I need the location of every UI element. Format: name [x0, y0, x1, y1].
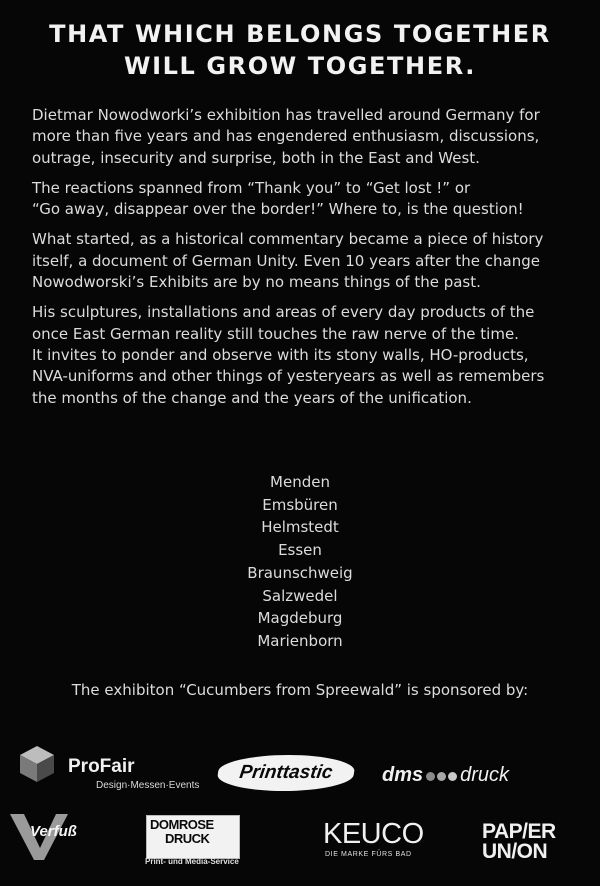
city-list — [0, 471, 600, 653]
dms-druck-logo — [382, 764, 509, 787]
heading-line-1: THAT WHICH BELONGS TOGETHER — [49, 20, 551, 48]
paragraph-4: His sculptures, installations and areas of every day products of the once East German reality still touches the raw nerve of the time. It invites to ponder and observe with its stony walls, HO-products, NVA-uniforms and other things of yesteryears as well as remembers the months of the change and the years of the unification. — [32, 303, 545, 407]
paragraph-3: What started, as a historical commentary became a piece of history itself, a document of German Unity. Even 10 years after the change Nowodworski’s Exhibits are by no means things of the past. — [32, 230, 544, 292]
dots-icon — [425, 764, 458, 787]
domrose-druck-logo — [146, 815, 240, 859]
verfuss-logo: Verfuß — [30, 823, 77, 840]
keuco-logo: KEUCO — [323, 818, 424, 850]
domrose-line-1: DOMROSE — [150, 817, 214, 832]
profair-logo: ProFair — [68, 756, 135, 777]
city-item: Marienborn — [257, 631, 343, 650]
body-text — [32, 105, 580, 418]
city-item: Essen — [278, 541, 322, 560]
papier-union-line-2: UN/ON — [482, 840, 548, 863]
papier-union-logo — [482, 822, 556, 862]
heading — [0, 18, 600, 82]
city-item: Menden — [270, 473, 330, 491]
city-item: Salzwedel — [262, 586, 338, 605]
domrose-line-2: DRUCK — [165, 831, 210, 846]
city-item: Magdeburg — [257, 609, 343, 628]
city-item: Helmstedt — [261, 518, 339, 537]
printtastic-logo: Printtastic — [215, 755, 356, 791]
profair-tagline: Design·Messen·Events — [96, 780, 200, 791]
city-item: Emsbüren — [262, 495, 338, 514]
cube-icon — [17, 744, 57, 784]
heading-line-2: WILL GROW TOGETHER. — [124, 52, 476, 80]
dms-prefix: dms — [382, 764, 424, 786]
dms-suffix: druck — [460, 764, 510, 786]
papier-union-line-1: PAP/ER — [482, 820, 556, 843]
domrose-tagline: Print- und Media-Service — [145, 857, 239, 866]
sponsor-line: The exhibiton “Cucumbers from Spreewald” is sponsored by: — [71, 681, 529, 699]
city-item: Braunschweig — [247, 563, 353, 582]
paragraph-2: The reactions spanned from “Thank you” to “Get lost !” or “Go away, disappear over the border!” Where to, is the question! — [32, 178, 524, 219]
paragraph-1: Dietmar Nowodworki’s exhibition has travelled around Germany for more than five years and has engendered enthusiasm, discussions, outrage, insecurity and surprise, both in the East and West. — [32, 106, 540, 167]
keuco-tagline: DIE MARKE FÜRS BAD — [325, 851, 412, 858]
